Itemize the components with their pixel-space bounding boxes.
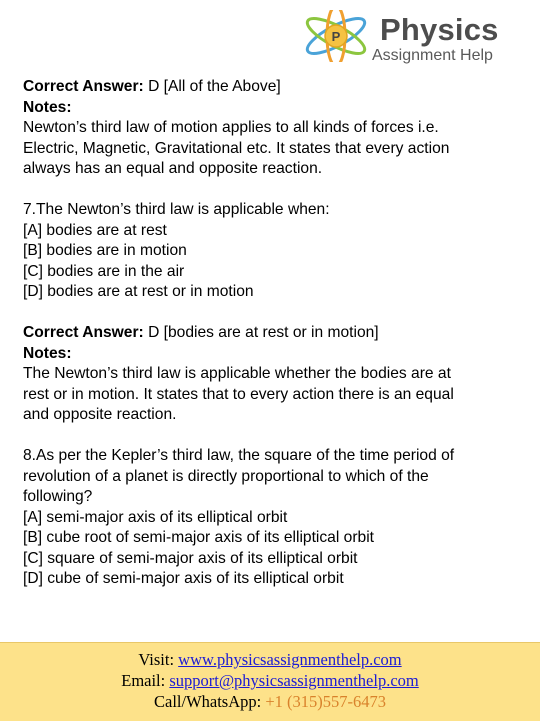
option-b: [B] cube root of semi-major axis of its elliptical orbit [23,529,374,546]
phone-row [0,691,540,712]
logo-badge-letter: P [331,29,341,44]
question-8-line: following? [23,488,93,505]
notes-line: Electric, Magnetic, Gravitational etc. It states that every action [23,139,450,157]
contact-footer [0,642,540,721]
notes-line: The Newton’s third law is applicable whether the bodies are at [23,365,451,382]
logo-title: Physics [380,12,499,47]
correct-answer-7 [23,323,528,344]
option-a: [A] semi-major axis of its elliptical orbit [23,508,288,526]
question-8-line: 8.As per the Kepler’s third law, the square of the time period of [23,447,455,464]
notes-line: and opposite reaction. [23,406,177,423]
phone-label: Call/WhatsApp: [153,692,266,711]
notes-line: always has an equal and opposite reaction. [23,160,323,177]
notes-heading: Notes: [23,98,72,116]
question-8-line: revolution of a planet is directly proportional to which of the [23,467,429,485]
spacer [23,180,528,201]
option-d: [D] bodies are at rest or in motion [23,283,254,300]
visit-label: Visit: [138,650,179,669]
document-body [23,77,528,590]
website-link[interactable]: www.physicsassignmenthelp.com [178,650,402,669]
option-c: [C] square of semi-major axis of its elliptical orbit [23,549,358,567]
email-link[interactable]: support@physicsassignmenthelp.com [169,671,419,690]
brand-logo [300,10,530,62]
logo-subtitle: Assignment Help [372,47,493,64]
correct-answer-value: D [All of the Above] [143,78,281,95]
correct-answer-value: D [bodies are at rest or in motion] [143,324,379,341]
correct-answer-label: Correct Answer: [23,78,144,95]
spacer [23,303,528,324]
notes-line: Newton’s third law of motion applies to all kinds of forces i.e. [23,119,439,136]
correct-answer-6 [23,77,528,98]
option-b: [B] bodies are in motion [23,242,187,259]
email-label: Email: [121,671,170,690]
correct-answer-label: Correct Answer: [23,324,144,341]
option-c: [C] bodies are in the air [23,262,185,280]
phone-number[interactable]: +1 (315)557-6473 [265,692,387,711]
option-d: [D] cube of semi-major axis of its elliptical orbit [23,570,344,587]
option-a: [A] bodies are at rest [23,221,167,239]
notes-line: rest or in motion. It states that to every action there is an equal [23,385,454,403]
visit-row [0,649,540,670]
atom-logo-icon [300,10,376,62]
email-row [0,670,540,691]
notes-heading: Notes: [23,344,72,362]
spacer [23,426,528,447]
question-7: 7.The Newton’s third law is applicable when: [23,201,330,218]
